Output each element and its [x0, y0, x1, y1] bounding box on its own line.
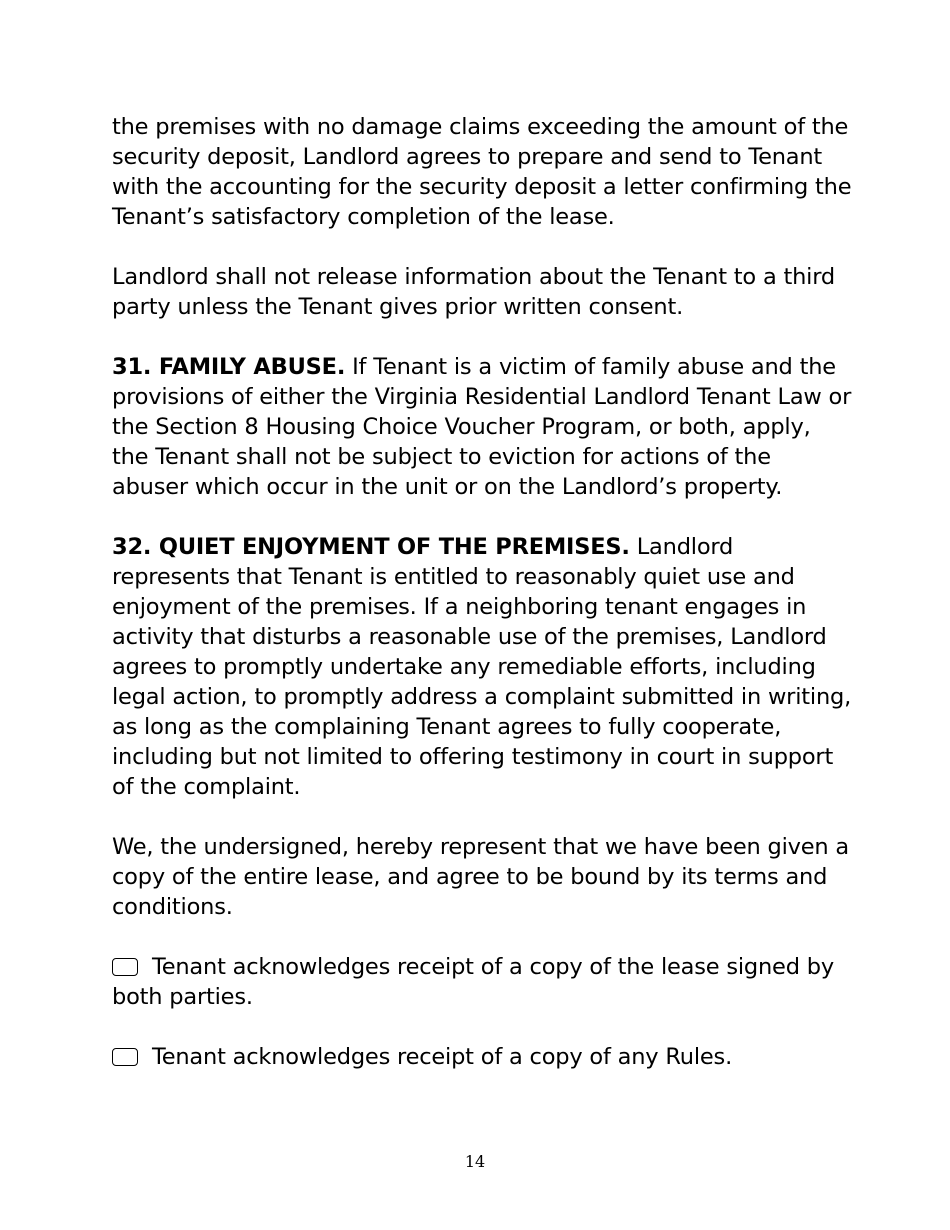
section-32-quiet-enjoyment [112, 532, 852, 802]
ack-rules-copy-row [112, 1042, 852, 1072]
paragraph-third-party-info: Landlord shall not release information about the Tenant to a third party unless the Tenant gives prior written consent. [112, 264, 835, 320]
ack-rules-copy-label: Tenant acknowledges receipt of a copy of any Rules. [152, 1044, 733, 1070]
paragraph-undersigned: We, the undersigned, hereby represent that we have been given a copy of the entire lease, and agree to be bound by its terms and conditions. [112, 834, 849, 920]
section-32-body: Landlord represents that Tenant is entitled to reasonably quiet use and enjoyment of the premises. If a neighboring tenant engages in activity that disturbs a reasonable use of the premises, Landlord agrees to promptly undertake any remediable efforts, including legal action, to promptly address a complaint submitted in writing, as long as the complaining Tenant agrees to fully cooperate, including but not limited to offering testimony in court in support of the complaint. [112, 534, 852, 800]
ack-rules-copy-checkbox[interactable] [112, 1048, 138, 1066]
section-31-heading: 31. FAMILY ABUSE. [112, 354, 346, 380]
section-32-heading: 32. QUIET ENJOYMENT OF THE PREMISES. [112, 534, 630, 560]
paragraph-deposit-continuation: the premises with no damage claims exceeding the amount of the security deposit, Landlord agrees to prepare and send to Tenant with the accounting for the security deposit a letter confirming the Tenant’s satisfactory completion of the lease. [112, 114, 852, 230]
ack-lease-copy-row [112, 952, 852, 1012]
section-31-family-abuse [112, 352, 852, 502]
ack-lease-copy-checkbox[interactable] [112, 958, 138, 976]
document-page [112, 112, 852, 1072]
ack-lease-copy-label: Tenant acknowledges receipt of a copy of the lease signed by both parties. [112, 954, 834, 1010]
page-number: 14 [464, 1152, 486, 1171]
section-31-body: If Tenant is a victim of family abuse and the provisions of either the Virginia Residential Landlord Tenant Law or the Section 8 Housing Choice Voucher Program, or both, apply, the Tenant shall not be subject to eviction for actions of the abuser which occur in the unit or on the Landlord’s property. [112, 354, 852, 500]
